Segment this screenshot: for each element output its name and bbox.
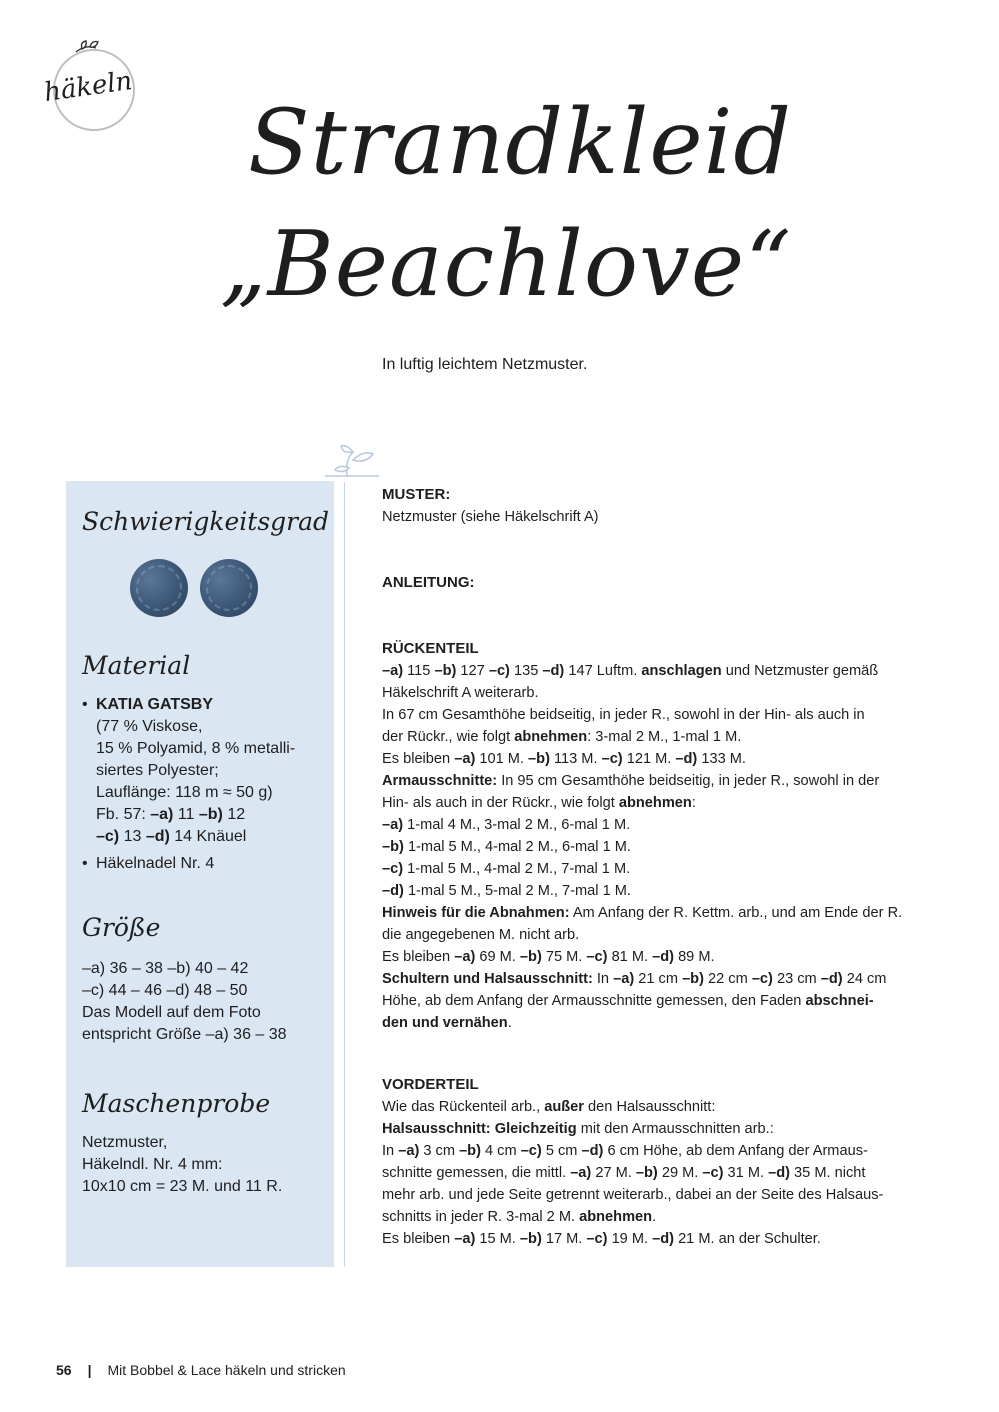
- instruction-line: Es bleiben –a) 15 M. –b) 17 M. –c) 19 M. –d) 21 M. an der Schulter.: [382, 1231, 821, 1247]
- instruction-line: Es bleiben –a) 101 M. –b) 113 M. –c) 121 M. –d) 133 M.: [382, 751, 746, 767]
- leaf-ornament-icon: [325, 438, 379, 480]
- muster-text: [382, 506, 942, 528]
- instruction-line: Schultern und Halsausschnitt: In –a) 21 cm –b) 22 cm –c) 23 cm –d) 24 cm: [382, 971, 887, 987]
- page-title-line1: Strandkleid: [247, 90, 793, 195]
- instruction-line: –a) 1-mal 4 M., 3-mal 2 M., 6-mal 1 M.: [382, 817, 631, 833]
- gauge-heading: Maschenprobe: [82, 1089, 271, 1118]
- instruction-line: schnitts in jeder R. 3-mal 2 M. abnehmen.: [382, 1209, 657, 1225]
- instruction-line: den und vernähen.: [382, 1015, 512, 1031]
- instruction-line: Hinweis für die Abnahmen: Am Anfang der R. Kettm. arb., und am Ende der R.: [382, 905, 903, 921]
- page-title-line2: „Beachlove“: [220, 212, 793, 317]
- material-item: [82, 694, 332, 848]
- difficulty-heading: Schwierigkeitsgrad: [82, 507, 330, 536]
- instruction-line: Armausschnitte: In 95 cm Gesamthöhe beidseitig, in jeder R., sowohl in der: [382, 773, 880, 789]
- ruecken-heading: RÜCKENTEIL: [382, 640, 479, 657]
- instruction-line: der Rückr., wie folgt abnehmen: 3-mal 2 M., 1-mal 1 M.: [382, 729, 742, 745]
- size-line: Das Modell auf dem Foto: [82, 1004, 261, 1021]
- yarn-detail-line: (77 % Viskose,: [96, 718, 203, 735]
- gauge-line: Häkelndl. Nr. 4 mm:: [82, 1156, 223, 1173]
- vorder-heading: VORDERTEIL: [382, 1076, 479, 1093]
- yarn-quantity-line2: –c) 13 –d) 14 Knäuel: [96, 828, 247, 845]
- instruction-line: mehr arb. und jede Seite getrennt weiterarb., dabei an der Seite des Halsaus-: [382, 1187, 884, 1203]
- yarn-ball-icon: [200, 559, 258, 617]
- yarn-detail-line: siertes Polyester;: [96, 762, 219, 779]
- info-sidebar: [66, 481, 334, 1267]
- instruction-line: die angegebenen M. nicht arb.: [382, 927, 580, 943]
- size-heading: Größe: [82, 913, 161, 942]
- instruction-line: Wie das Rückenteil arb., außer den Halsausschnitt:: [382, 1099, 716, 1115]
- material-list: [82, 694, 332, 875]
- instruction-line: Höhe, ab dem Anfang der Armausschnitte gemessen, den Faden abschnei-: [382, 993, 874, 1009]
- vorder-instructions: [382, 1096, 942, 1250]
- instruction-line: Häkelschrift A weiterarb.: [382, 685, 539, 701]
- yarn-detail-line: Lauflänge: 118 m ≈ 50 g): [96, 784, 273, 801]
- difficulty-rating: [130, 559, 260, 617]
- yarn-detail-line: 15 % Polyamid, 8 % metalli-: [96, 740, 296, 757]
- size-line: –c) 44 – 46 –d) 48 – 50: [82, 982, 248, 999]
- gauge-line: 10x10 cm = 23 M. und 11 R.: [82, 1178, 283, 1195]
- hook-size: Häkelnadel Nr. 4: [96, 855, 215, 872]
- instruction-line: Es bleiben –a) 69 M. –b) 75 M. –c) 81 M. –d) 89 M.: [382, 949, 715, 965]
- instruction-line: –a) 115 –b) 127 –c) 135 –d) 147 Luftm. anschlagen und Netzmuster gemäß: [382, 663, 879, 679]
- instruction-line: schnitte gemessen, die mittl. –a) 27 M. –b) 29 M. –c) 31 M. –d) 35 M. nicht: [382, 1165, 866, 1181]
- page-number: 56: [56, 1362, 72, 1378]
- instruction-line: –b) 1-mal 5 M., 4-mal 2 M., 6-mal 1 M.: [382, 839, 631, 855]
- anleitung-heading: ANLEITUNG:: [382, 574, 475, 591]
- ruecken-instructions: [382, 660, 942, 1034]
- book-title: Mit Bobbel & Lace häkeln und stricken: [107, 1362, 346, 1378]
- material-heading: Material: [82, 651, 191, 680]
- instruction-line: In 67 cm Gesamthöhe beidseitig, in jeder R., sowohl in der Hin- als auch in: [382, 707, 865, 723]
- size-info: [82, 958, 287, 1046]
- yarn-quantity-line1: Fb. 57: –a) 11 –b) 12: [96, 806, 246, 823]
- instruction-line: In –a) 3 cm –b) 4 cm –c) 5 cm –d) 6 cm Höhe, ab dem Anfang der Armaus-: [382, 1143, 868, 1159]
- footer-separator: |: [87, 1362, 92, 1378]
- muster-heading: MUSTER:: [382, 486, 451, 503]
- yarn-ball-icon: [130, 559, 188, 617]
- size-line: –a) 36 – 38 –b) 40 – 42: [82, 960, 249, 977]
- size-line: entspricht Größe –a) 36 – 38: [82, 1026, 287, 1043]
- badge-label: häkeln: [42, 65, 135, 109]
- yarn-name: KATIA GATSBY: [96, 696, 214, 713]
- instruction-line: Hin- als auch in der Rückr., wie folgt abnehmen:: [382, 795, 696, 811]
- instruction-line: Halsausschnitt: Gleichzeitig mit den Armausschnitten arb.:: [382, 1121, 774, 1137]
- muster-line: Netzmuster (siehe Häkelschrift A): [382, 509, 599, 525]
- column-divider: [344, 482, 345, 1267]
- gauge-line: Netzmuster,: [82, 1134, 168, 1151]
- instruction-line: –d) 1-mal 5 M., 5-mal 2 M., 7-mal 1 M.: [382, 883, 631, 899]
- instruction-line: –c) 1-mal 5 M., 4-mal 2 M., 7-mal 1 M.: [382, 861, 631, 877]
- gauge-info: [82, 1132, 282, 1198]
- subtitle: In luftig leichtem Netzmuster.: [382, 356, 588, 373]
- material-item: [82, 853, 332, 875]
- page-footer: [56, 1362, 346, 1378]
